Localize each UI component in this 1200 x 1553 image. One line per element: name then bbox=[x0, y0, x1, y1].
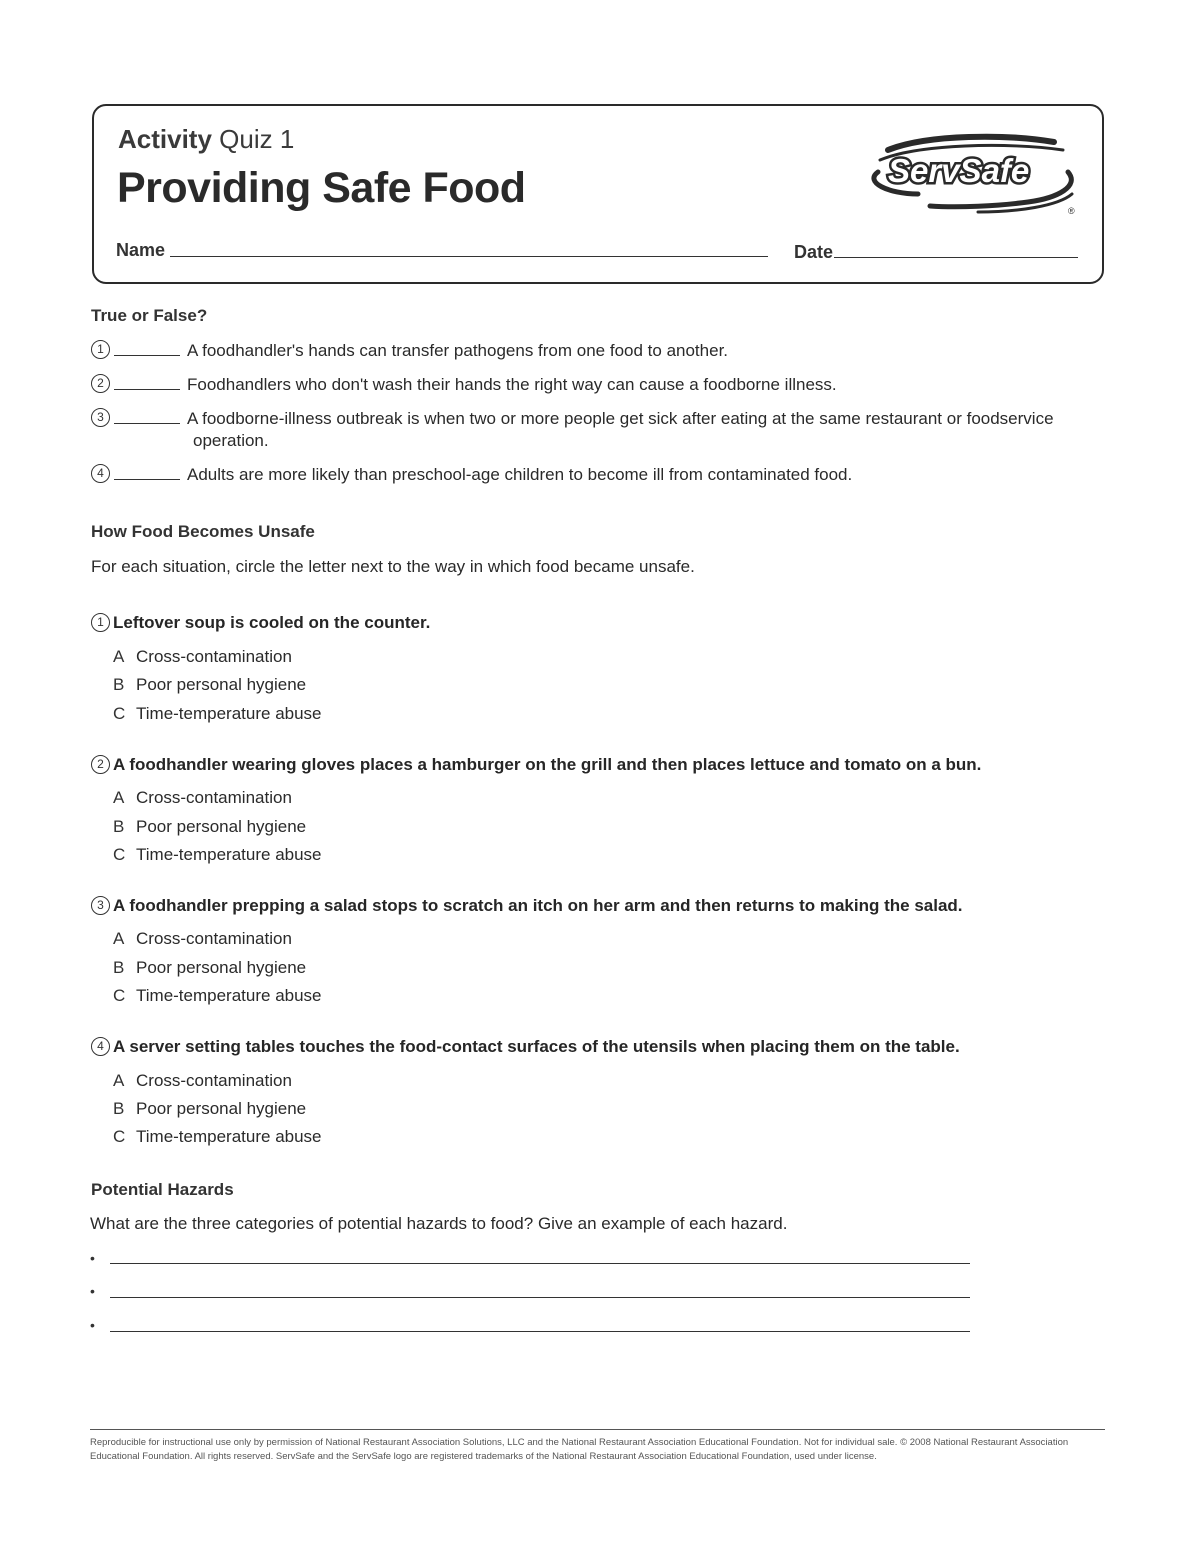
number-circle: 2 bbox=[91, 374, 110, 393]
quiz-number: Quiz 1 bbox=[219, 124, 295, 154]
hazards-heading: Potential Hazards bbox=[91, 1180, 234, 1199]
number-circle: 3 bbox=[91, 896, 110, 915]
activity-label bbox=[118, 124, 294, 155]
option-text: Poor personal hygiene bbox=[136, 675, 307, 694]
question-text: Leftover soup is cooled on the counter. bbox=[113, 613, 431, 632]
page-title: Providing Safe Food bbox=[117, 164, 526, 212]
option-text: Cross-contamination bbox=[136, 1071, 292, 1090]
true-false-statement: A foodborne-illness outbreak is when two or more people get sick after eating at the same restaurant or foodservice bbox=[187, 409, 1054, 428]
number-circle: 4 bbox=[91, 1037, 110, 1056]
option-text: Cross-contamination bbox=[136, 788, 292, 807]
answer-blank-1[interactable] bbox=[114, 355, 180, 356]
answer-blank-2[interactable] bbox=[114, 389, 180, 390]
footer-divider bbox=[90, 1429, 1105, 1430]
number-circle: 3 bbox=[91, 408, 110, 427]
option-letter[interactable]: A bbox=[113, 788, 125, 807]
number-circle: 4 bbox=[91, 464, 110, 483]
option-letter[interactable]: A bbox=[113, 647, 125, 666]
option-letter[interactable]: A bbox=[113, 1071, 125, 1090]
hazard-answer-line-3[interactable] bbox=[110, 1331, 970, 1332]
true-false-statement-continued: operation. bbox=[193, 431, 269, 450]
answer-blank-3[interactable] bbox=[114, 423, 180, 424]
option-text: Poor personal hygiene bbox=[136, 958, 307, 977]
question-text: A server setting tables touches the food-contact surfaces of the utensils when placing them on the table. bbox=[113, 1037, 960, 1056]
servsafe-logo bbox=[858, 132, 1086, 218]
bullet: • bbox=[90, 1250, 95, 1266]
registered-mark: ® bbox=[1068, 206, 1075, 216]
hazard-answer-line-2[interactable] bbox=[110, 1297, 970, 1298]
bullet: • bbox=[90, 1317, 95, 1333]
hazards-prompt: What are the three categories of potential hazards to food? Give an example of each hazard. bbox=[90, 1214, 788, 1233]
footer-copyright: Reproducible for instructional use only by permission of National Restaurant Association Solutions, LLC and the National Restaurant Association Educational Foundation. Not for individual sale. © 2008 National Restaurant Association Educational Foundation. All rights reserved. ServSafe and the ServSafe logo are registered trademarks of the National Restaurant Association Educational Foundation, used under license. bbox=[90, 1437, 1069, 1462]
option-letter[interactable]: C bbox=[113, 986, 126, 1005]
true-false-statement: Foodhandlers who don't wash their hands the right way can cause a foodborne illness. bbox=[187, 375, 837, 394]
option-text: Time-temperature abuse bbox=[136, 704, 322, 723]
bullet: • bbox=[90, 1283, 95, 1299]
number-circle: 1 bbox=[91, 613, 110, 632]
unsafe-instruction: For each situation, circle the letter next to the way in which food became unsafe. bbox=[91, 557, 695, 576]
option-text: Cross-contamination bbox=[136, 647, 292, 666]
option-letter[interactable]: B bbox=[113, 675, 125, 694]
logo-text: ServSafe bbox=[888, 152, 1030, 189]
option-letter[interactable]: B bbox=[113, 958, 125, 977]
option-text: Poor personal hygiene bbox=[136, 817, 307, 836]
date-field[interactable] bbox=[834, 257, 1078, 258]
date-label: Date bbox=[794, 242, 834, 262]
option-letter[interactable]: A bbox=[113, 929, 125, 948]
activity-word: Activity bbox=[118, 124, 212, 154]
true-false-heading: True or False? bbox=[91, 306, 208, 325]
answer-blank-4[interactable] bbox=[114, 479, 180, 480]
name-label: Name bbox=[116, 240, 166, 260]
option-letter[interactable]: C bbox=[113, 845, 126, 864]
unsafe-heading: How Food Becomes Unsafe bbox=[91, 522, 315, 541]
question-text: A foodhandler wearing gloves places a hamburger on the grill and then places lettuce and tomato on a bun. bbox=[113, 755, 982, 774]
number-circle: 2 bbox=[91, 755, 110, 774]
number-circle: 1 bbox=[91, 340, 110, 359]
option-letter[interactable]: B bbox=[113, 1099, 125, 1118]
option-letter[interactable]: B bbox=[113, 817, 125, 836]
question-text: A foodhandler prepping a salad stops to scratch an itch on her arm and then returns to making the salad. bbox=[113, 896, 963, 915]
option-text: Time-temperature abuse bbox=[136, 845, 322, 864]
true-false-statement: Adults are more likely than preschool-age children to become ill from contaminated food. bbox=[187, 465, 853, 484]
option-text: Cross-contamination bbox=[136, 929, 292, 948]
option-letter[interactable]: C bbox=[113, 1127, 126, 1146]
option-text: Time-temperature abuse bbox=[136, 986, 322, 1005]
true-false-statement: A foodhandler's hands can transfer pathogens from one food to another. bbox=[187, 341, 729, 360]
option-text: Time-temperature abuse bbox=[136, 1127, 322, 1146]
option-letter[interactable]: C bbox=[113, 704, 126, 723]
name-field[interactable] bbox=[170, 256, 768, 257]
option-text: Poor personal hygiene bbox=[136, 1099, 307, 1118]
hazard-answer-line-1[interactable] bbox=[110, 1263, 970, 1264]
